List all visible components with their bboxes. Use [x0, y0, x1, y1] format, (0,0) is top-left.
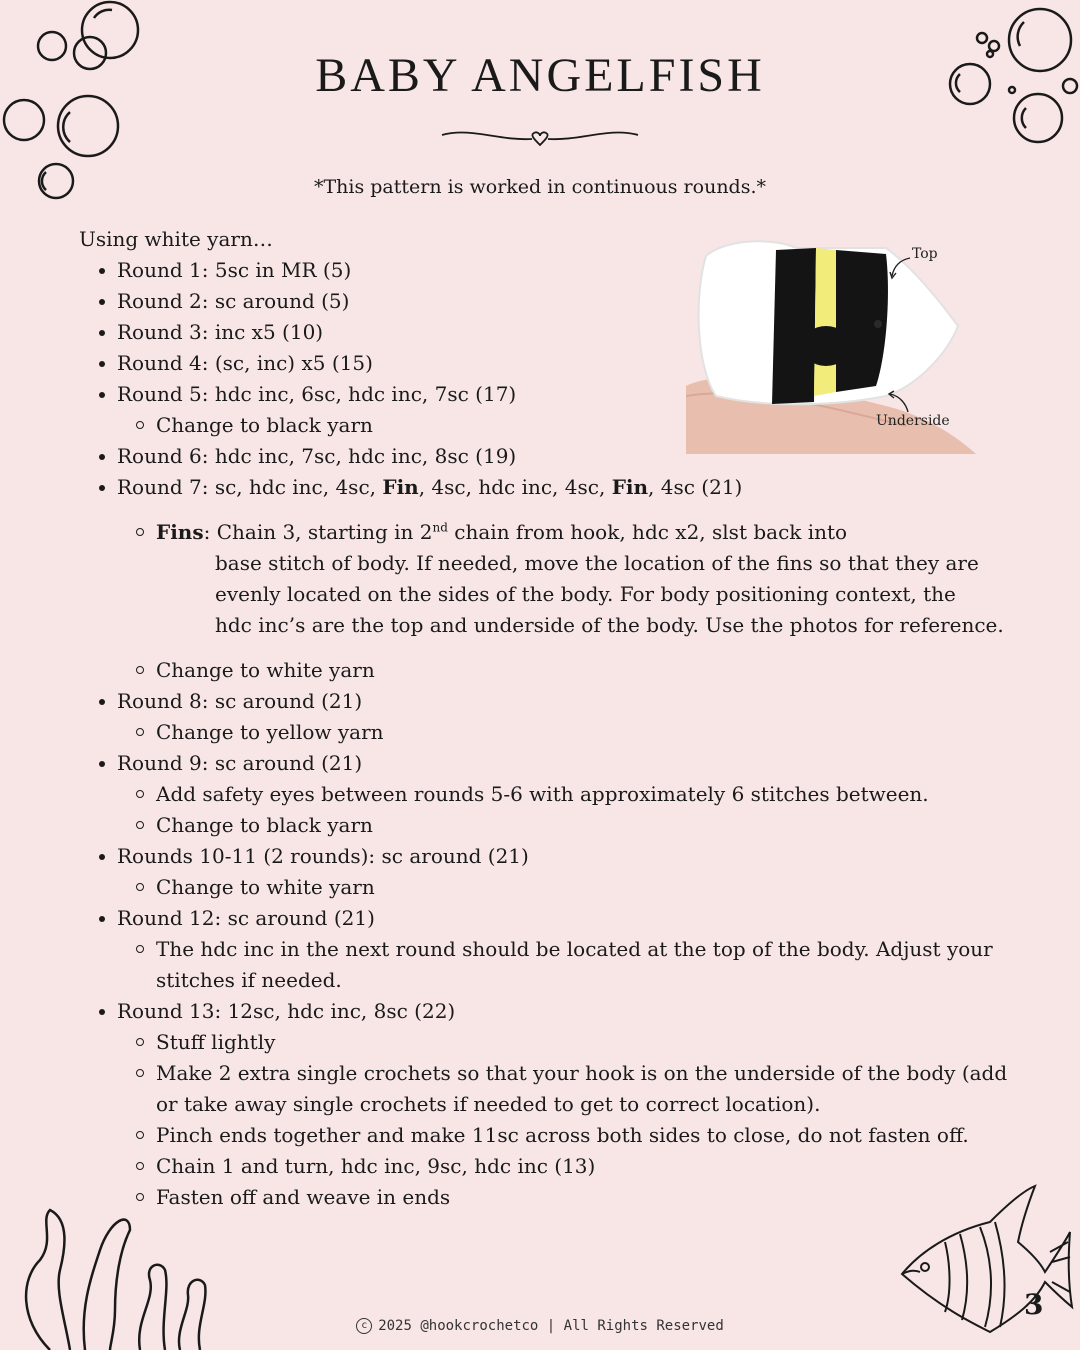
round-6: Round 6: hdc inc, 7sc, hdc inc, 8sc (19)	[79, 441, 1019, 472]
round-8: Round 8: sc around (21)	[79, 686, 1019, 717]
round-7	[79, 472, 1019, 503]
round-7-fin-1: Fin	[382, 475, 419, 499]
round-2: Round 2: sc around (5)	[79, 286, 1019, 317]
footer	[0, 1318, 1080, 1334]
rounds-10-11-note: Change to white yarn	[79, 872, 1019, 903]
round-4: Round 4: (sc, inc) x5 (15)	[79, 348, 1019, 379]
fins-superscript: nd	[432, 520, 448, 535]
round-3: Round 3: inc x5 (10)	[79, 317, 1019, 348]
heart-flourish-icon	[440, 125, 640, 155]
rounds-10-11: Rounds 10-11 (2 rounds): sc around (21)	[79, 841, 1019, 872]
fins-label: Fins	[156, 520, 204, 544]
round-13-note-4: Chain 1 and turn, hdc inc, 9sc, hdc inc (13)	[79, 1151, 1019, 1182]
round-13-note-1: Stuff lightly	[79, 1027, 1019, 1058]
pattern-instructions	[79, 224, 1019, 1213]
rounds-list	[79, 255, 1019, 1213]
round-12-note: The hdc inc in the next round should be located at the top of the body. Adjust your stitches if needed.	[79, 934, 1019, 996]
intro-text: Using white yarn…	[79, 227, 273, 251]
fins-instructions	[79, 517, 1019, 641]
round-7-text-a: Round 7: sc, hdc inc, 4sc,	[117, 475, 383, 499]
fins-line-4: hdc inc’s are the top and underside of the body. Use the photos for reference.	[215, 613, 1004, 637]
photo-label-underside: Underside	[876, 413, 950, 429]
page-number: 3	[1024, 1288, 1044, 1321]
fins-line-2: base stitch of body. If needed, move the location of the fins so that they are	[215, 551, 979, 575]
round-5: Round 5: hdc inc, 6sc, hdc inc, 7sc (17)	[79, 379, 1019, 410]
round-13: Round 13: 12sc, hdc inc, 8sc (22)	[79, 996, 1019, 1027]
round-1: Round 1: 5sc in MR (5)	[79, 255, 1019, 286]
round-9-note-2: Change to black yarn	[79, 810, 1019, 841]
copyright-text: 2025 @hookcrochetco | All Rights Reserved	[378, 1318, 724, 1334]
round-7-text-c: , 4sc (21)	[648, 475, 743, 499]
page-title: BABY ANGELFISH	[315, 49, 765, 102]
round-7-note: Change to white yarn	[79, 655, 1019, 686]
round-8-note: Change to yellow yarn	[79, 717, 1019, 748]
photo-label-top: Top	[912, 246, 938, 262]
round-9-note-1: Add safety eyes between rounds 5-6 with approximately 6 stitches between.	[79, 779, 1019, 810]
round-12: Round 12: sc around (21)	[79, 903, 1019, 934]
fins-text-a: : Chain 3, starting in 2	[203, 520, 433, 544]
round-13-note-5: Fasten off and weave in ends	[79, 1182, 1019, 1213]
round-9: Round 9: sc around (21)	[79, 748, 1019, 779]
fins-text-b: chain from hook, hdc x2, slst back into	[447, 520, 848, 544]
fins-line-3: evenly located on the sides of the body. For body positioning context, the	[215, 582, 956, 606]
round-5-note: Change to black yarn	[79, 410, 1019, 441]
round-7-fin-2: Fin	[611, 475, 649, 499]
pattern-note: *This pattern is worked in continuous rounds.*	[313, 176, 767, 198]
round-13-note-3: Pinch ends together and make 11sc across both sides to close, do not fasten off.	[79, 1120, 1019, 1151]
round-13-note-2: Make 2 extra single crochets so that your hook is on the underside of the body (add or take away single crochets if needed to get to correct location).	[79, 1058, 1019, 1120]
copyright-icon: c	[356, 1318, 372, 1334]
round-7-text-b: , 4sc, hdc inc, 4sc,	[418, 475, 612, 499]
